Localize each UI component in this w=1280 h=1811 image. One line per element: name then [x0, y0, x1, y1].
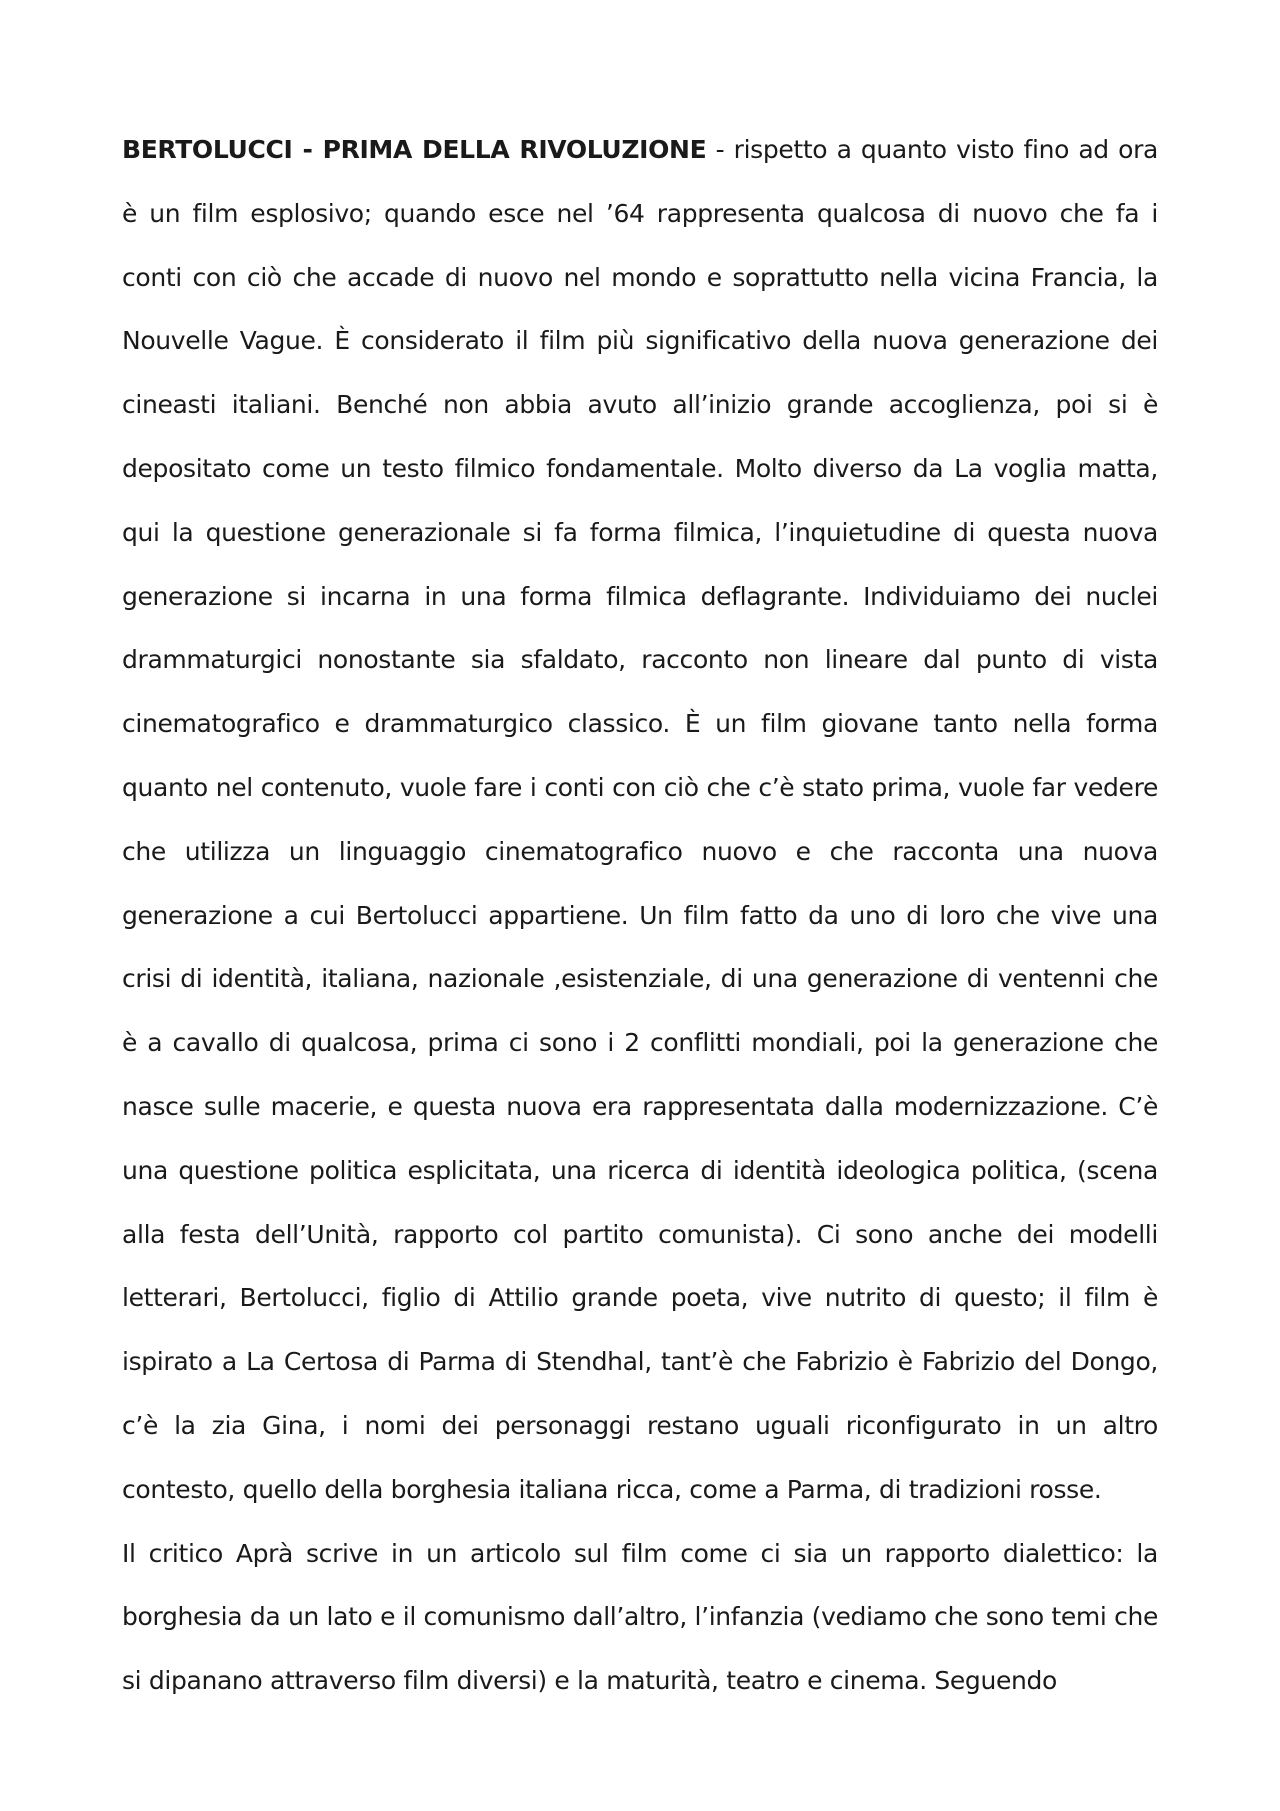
paragraph-1-text: - rispetto a quanto visto fino ad ora è un film esplosivo; quando esce nel ’64 rappresenta qualcosa di nuovo che fa i conti con ciò che accade di nuovo nel mondo e soprattutto nella vicina Francia, la Nouvelle Vague. È considerato il film più significativo della nuova generazione dei cineasti italiani. Benché non abbia avuto all’inizio grande accoglienza, poi si è depositato come un testo filmico fondamentale. Molto diverso da La voglia matta, qui la questione generazionale si fa forma filmica, l’inquietudine di questa nuova generazione si incarna in una forma filmica deflagrante. Individuiamo dei nuclei drammaturgici nonostante sia sfaldato, racconto non lineare dal punto di vista cinematografico e drammaturgico classico. È un film giovane tanto nella forma quanto nel contenuto, vuole fare i conti con ciò che c’è stato prima, vuole far vedere che utilizza un linguaggio cinematografico nuovo e che racconta una nuova generazione a cui Bertolucci appartiene. Un film fatto da uno di loro che vive una crisi di identità, italiana, nazionale ,esistenziale, di una generazione di ventenni che è a cavallo di qualcosa, prima ci sono i 2 conflitti mondiali, poi la generazione che nasce sulle macerie, e questa nuova era rappresentata dalla modernizzazione. C’è una questione politica esplicitata, una ricerca di identità ideologica politica, (scena alla festa dell’Unità, rapporto col partito comunista). Ci sono anche dei modelli letterari, Bertolucci, figlio di Attilio grande poeta, vive nutrito di questo; il film è ispirato a La Certosa di Parma di Stendhal, tant’è che Fabrizio è Fabrizio del Dongo, c’è la zia Gina, i nomi dei personaggi restano uguali riconfigurato in un altro contesto, quello della borghesia italiana ricca, come a Parma, di tradizioni rosse. [122, 135, 1159, 1504]
paragraph-2: Il critico Aprà scrive in un articolo sul film come ci sia un rapporto dialettico: la borghesia da un lato e il comunismo dall’altro, l’infanzia (vediamo che sono temi che si dipanano attraverso film diversi) e la maturità, teatro e cinema. Seguendo [122, 1538, 1158, 1696]
document-heading: BERTOLUCCI - PRIMA DELLA RIVOLUZIONE [122, 135, 707, 164]
document-body [122, 118, 1158, 1713]
paragraph-1 [122, 118, 1158, 1522]
